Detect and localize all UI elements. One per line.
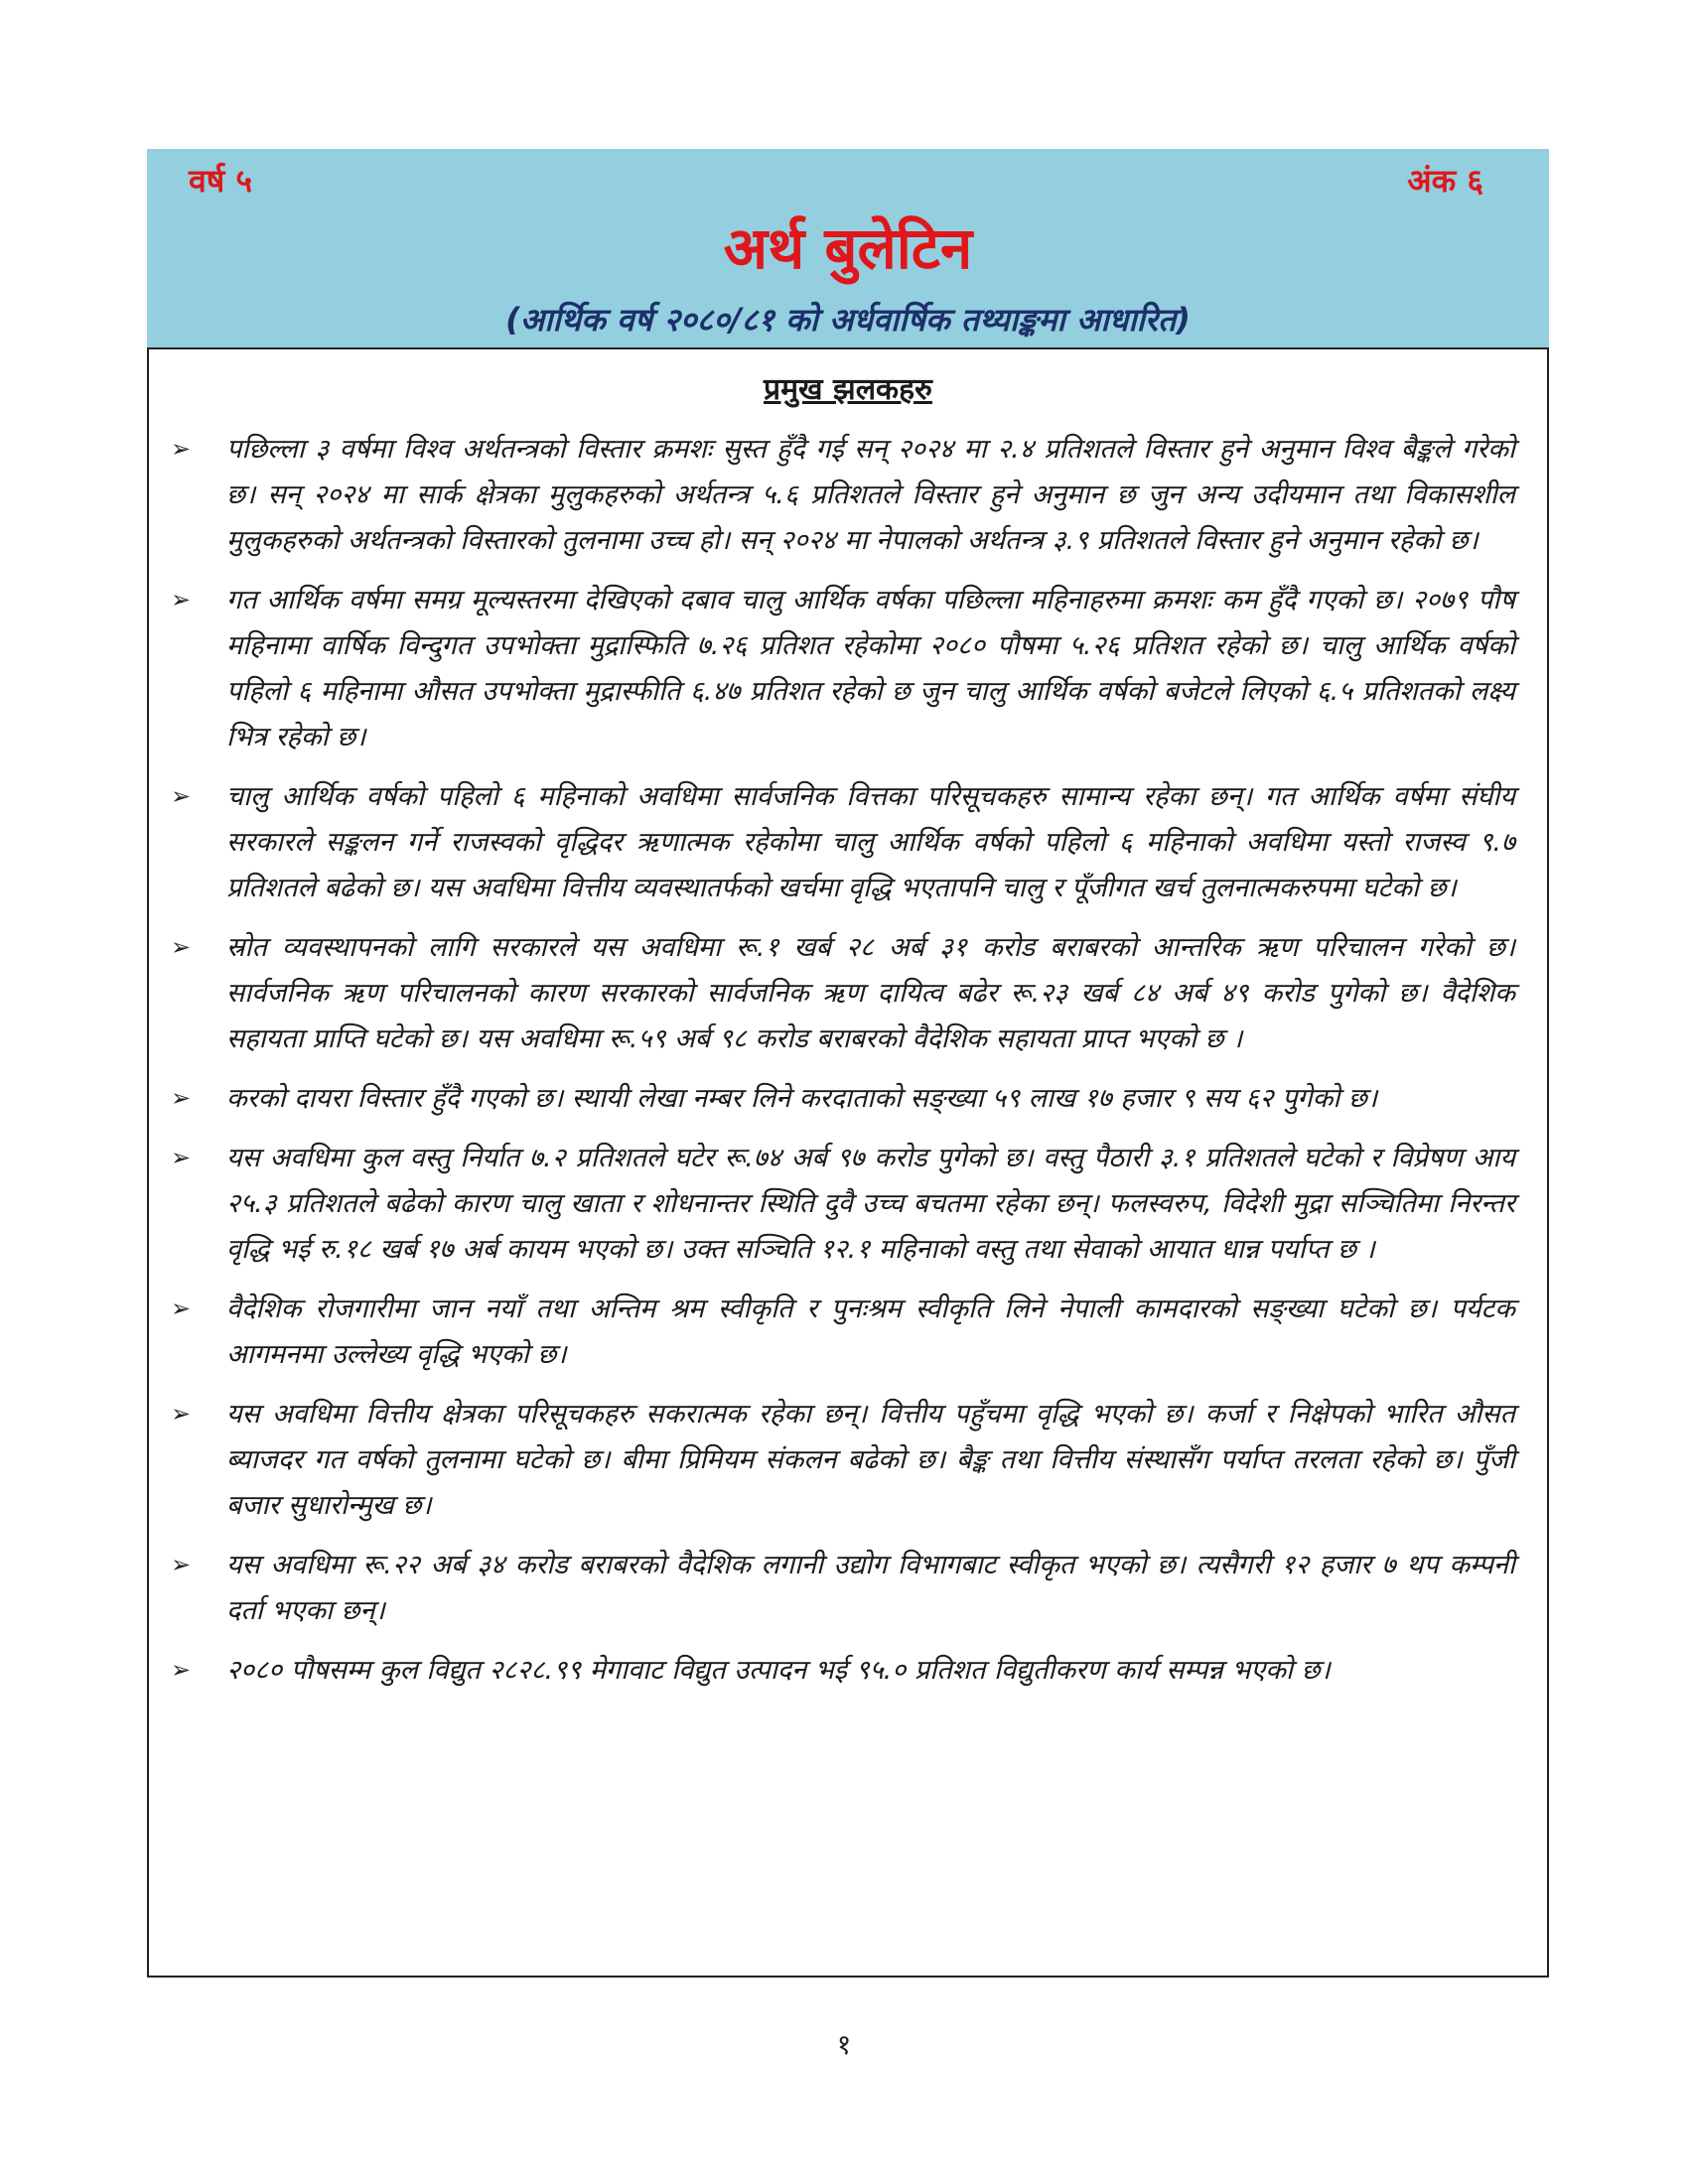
highlight-text: पछिल्ला ३ वर्षमा विश्व अर्थतन्त्रको विस्तार क्रमशः सुस्त हुँदै गई सन् २०२४ मा २.४ प्रतिशतले विस्तार हुने अनुमान विश्व बैङ्कले गरेको छ। सन् २०२४ मा सार्क क्षेत्रका मुलुकहरुको अर्थतन्त्र ५.६ प्रतिशतले विस्तार हुने अनुमान छ जुन अन्य उदीयमान तथा विकासशील मुलुकहरुको अर्थतन्त्रको विस्तारको तुलनामा उच्च हो। सन् २०२४ मा नेपालको अर्थतन्त्र ३.९ प्रतिशतले विस्तार हुने अनुमान रहेको छ। xyxy=(226,434,1515,556)
highlight-item xyxy=(149,1076,1547,1122)
highlight-item xyxy=(149,427,1547,564)
highlight-item xyxy=(149,1392,1547,1529)
highlight-item xyxy=(149,1136,1547,1273)
highlights-box xyxy=(147,347,1549,1978)
bulletin-title: अर्थ बुलेटिन xyxy=(723,214,973,282)
page-number: १ xyxy=(836,2028,852,2061)
highlight-text: वैदेशिक रोजगारीमा जान नयाँ तथा अन्तिम श्रम स्वीकृति र पुनःश्रम स्वीकृति लिने नेपाली कामदारको सङ्ख्या घटेको छ। पर्यटक आगमनमा उल्लेख्य वृद्धि भएको छ। xyxy=(226,1294,1515,1370)
highlight-item xyxy=(149,1287,1547,1378)
highlights-list xyxy=(149,427,1547,1707)
volume-label: वर्ष ५ xyxy=(189,162,253,200)
arrowhead-bullet-icon: ➢ xyxy=(171,1656,192,1684)
highlights-heading: प्रमुख झलकहरु xyxy=(764,372,932,407)
arrowhead-bullet-icon: ➢ xyxy=(171,782,192,810)
highlight-text: गत आर्थिक वर्षमा समग्र मूल्यस्तरमा देखिएको दबाव चालु आर्थिक वर्षका पछिल्ला महिनाहरुमा क्रमशः कम हुँदै गएको छ। २०७९ पौष महिनामा वार्षिक विन्दुगत उपभोक्ता मुद्रास्फिति ७.२६ प्रतिशत रहेकोमा २०८० पौषमा ५.२६ प्रतिशत रहेको छ। चालु आर्थिक वर्षको पहिलो ६ महिनामा औसत उपभोक्ता मुद्रास्फीति ६.४७ प्रतिशत रहेको छ जुन चालु आर्थिक वर्षको बजेटले लिएको ६.५ प्रतिशतको लक्ष्य भित्र रहेको छ। xyxy=(226,585,1515,752)
highlight-text: यस अवधिमा कुल वस्तु निर्यात ७.२ प्रतिशतले घटेर रू.७४ अर्ब ९७ करोड पुगेको छ। वस्तु पैठारी ३.१ प्रतिशतले घटेको र विप्रेषण आय २५.३ प्रतिशतले बढेको कारण चालु खाता र शोधनान्तर स्थिति दुवै उच्च बचतमा रहेका छन्। फलस्वरुप, विदेशी मुद्रा सञ्चितिमा निरन्तर वृद्धि भई रु.१८ खर्ब १७ अर्ब कायम भएको छ। उक्त सञ्चिति १२.१ महिनाको वस्तु तथा सेवाको आयात धान्न पर्याप्त छ । xyxy=(226,1143,1515,1265)
highlight-item xyxy=(149,774,1547,911)
highlight-text: स्रोत व्यवस्थापनको लागि सरकारले यस अवधिमा रू.१ खर्ब २८ अर्ब ३१ करोड बराबरको आन्तरिक ऋण परिचालन गरेको छ। सार्वजनिक ऋण परिचालनको कारण सरकारको सार्वजनिक ऋण दायित्व बढेर रू.२३ खर्ब ८४ अर्ब ४९ करोड पुगेको छ। वैदेशिक सहायता प्राप्ति घटेको छ। यस अवधिमा रू.५९ अर्ब ९८ करोड बराबरको वैदेशिक सहायता प्राप्त भएको छ । xyxy=(226,932,1515,1054)
highlight-text: २०८० पौषसम्म कुल विद्युत २८२८.९९ मेगावाट विद्युत उत्पादन भई ९५.० प्रतिशत विद्युतीकरण कार्य सम्पन्न भएको छ। xyxy=(226,1655,1331,1686)
arrowhead-bullet-icon: ➢ xyxy=(171,1295,192,1322)
bulletin-header xyxy=(147,149,1549,347)
arrowhead-bullet-icon: ➢ xyxy=(171,586,192,614)
highlight-item xyxy=(149,1543,1547,1634)
highlight-text: यस अवधिमा रू.२२ अर्ब ३४ करोड बराबरको वैदेशिक लगानी उद्योग विभागबाट स्वीकृत भएको छ। त्यसैगरी १२ हजार ७ थप कम्पनी दर्ता भएका छन्। xyxy=(226,1550,1515,1626)
issue-label: अंक ६ xyxy=(1407,162,1483,200)
arrowhead-bullet-icon: ➢ xyxy=(171,1400,192,1428)
highlight-text: यस अवधिमा वित्तीय क्षेत्रका परिसूचकहरु सकरात्मक रहेका छन्। वित्तीय पहुँचमा वृद्धि भएको छ। कर्जा र निक्षेपको भारित औसत ब्याजदर गत वर्षको तुलनामा घटेको छ। बीमा प्रिमियम संकलन बढेको छ। बैङ्क तथा वित्तीय संस्थासँग पर्याप्त तरलता रहेको छ। पुँजी बजार सुधारोन्मुख छ। xyxy=(226,1399,1515,1521)
highlight-text: चालु आर्थिक वर्षको पहिलो ६ महिनाको अवधिमा सार्वजनिक वित्तका परिसूचकहरु सामान्य रहेका छन्। गत आर्थिक वर्षमा संघीय सरकारले सङ्कलन गर्ने राजस्वको वृद्धिदर ऋणात्मक रहेकोमा चालु आर्थिक वर्षको पहिलो ६ महिनाको अवधिमा यस्तो राजस्व ९.७ प्रतिशतले बढेको छ। यस अवधिमा वित्तीय व्यवस्थातर्फको खर्चमा वृद्धि भएतापनि चालु र पूँजीगत खर्च तुलनात्मकरुपमा घटेको छ। xyxy=(226,781,1515,903)
arrowhead-bullet-icon: ➢ xyxy=(171,1551,192,1578)
arrowhead-bullet-icon: ➢ xyxy=(171,435,192,463)
highlight-item xyxy=(149,578,1547,760)
arrowhead-bullet-icon: ➢ xyxy=(171,933,192,961)
bulletin-subtitle: (आर्थिक वर्ष २०८०/८१ को अर्धवार्षिक तथ्याङ्कमा आधारित) xyxy=(505,301,1191,339)
highlight-item xyxy=(149,1648,1547,1694)
arrowhead-bullet-icon: ➢ xyxy=(171,1084,192,1112)
arrowhead-bullet-icon: ➢ xyxy=(171,1144,192,1171)
highlight-text: करको दायरा विस्तार हुँदै गएको छ। स्थायी लेखा नम्बर लिने करदाताको सङ्ख्या ५९ लाख १७ हजार ९ सय ६२ पुगेको छ। xyxy=(226,1083,1378,1114)
highlight-item xyxy=(149,925,1547,1062)
